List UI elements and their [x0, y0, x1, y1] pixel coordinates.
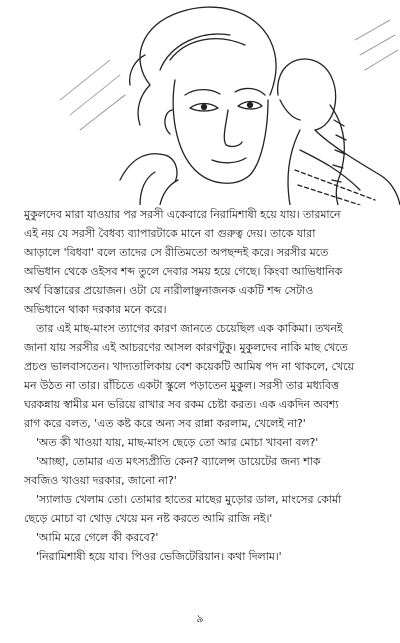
text-line: অভিধান থেকে ওইসব শব্দ তুলে দেবার সময় হয়ে গেছে। কিংবা আভিধানিক [24, 265, 343, 278]
text-line: এই নয় যে সরসী বৈধব্য ব্যাপারটাকে মানে বা গুরুত্ব দেয়। তাকে যারা [24, 227, 316, 240]
text-line: 'আমি মরে গেলে কী করবে?' [36, 531, 159, 544]
text-line: 'নিরামিশাষী হয়ে যাব। পিওর ভেজিটেরিয়ান। কথা দিলাম।' [36, 550, 282, 563]
woman-braid [330, 105, 344, 205]
page-number: ৯ [196, 612, 204, 625]
text-line: 'আচ্ছা, তোমার এত মৎস্যপ্রীতি কেন? ব্যালেন্স ডায়েটের জন্য শাক [36, 455, 321, 468]
man-face [173, 80, 268, 183]
text-line: মন উঠত না তার। রাঁচিতে একটা স্কুলে পড়াতেন মুকুল। সরসী তার মধ্যবিত্ত [24, 379, 339, 392]
text-line: 'অত কী খাওয়া যায়, মাছ-মাংস ছেড়ে তো আর মোচা খাবনা বল?' [36, 436, 319, 449]
text-line: ঘরকন্নায় স্বামীর মন ভরিয়ে রাখার সব রকম চেষ্টা করত। এক একদিন অবশ্য [24, 398, 339, 411]
woman-head [278, 59, 336, 130]
text-line: প্রচণ্ড ভালবাসতেন। খাদ্যতালিকায় বেশ কয়েকটি আমিষ পদ না থাকলে, খেয়ে [24, 360, 354, 373]
text-line: মুকুলদেব মারা যাওয়ার পর সরসী একেবারে নিরামিশাষী হয়ে যায়। তারমানে [24, 208, 341, 221]
text-line: অর্থ বিস্তারের প্রয়োজন। ওটা যে নারীলাঞ্ছনাজনক একটি শব্দ সেটাও [24, 284, 314, 297]
man-hair [140, 7, 276, 95]
body-text [24, 205, 384, 566]
text-line: জানা যায় সরসীর এই আচরণের আসল কারণটুকু। মুকুলদেব নাকি মাছ খেতে [24, 341, 348, 354]
text-line: আড়ালে 'বিধবা' বলে তাদের সে রীতিমতো অপছন্দই করে। সরসীর মতে [24, 246, 329, 259]
text-line: সবজিও খাওয়া দরকার, জানো না?' [24, 474, 177, 487]
text-line: রাগ করে বলত, 'এত কষ্ট করে অন্য সব রান্না করলাম, খেলেই না?' [24, 417, 306, 430]
text-line: অভিধানে থাকা দরকার মনে করে। [24, 303, 167, 316]
illustration [0, 0, 400, 205]
text-line: 'স্যালাড খেলাম তো। তোমার হাতের মাছের মুড়োর ডাল, মাংসের কোর্মা [36, 493, 342, 506]
text-line: তার এই মাছ-মাংস ত্যাগের কারণ জানতে চেয়েছিল এক কাকিমা। তখনই [36, 322, 343, 335]
text-line: ছেড়ে মোচা বা থোড় খেয়ে মন নষ্ট করতে আমি রাজি নই।' [24, 512, 273, 525]
